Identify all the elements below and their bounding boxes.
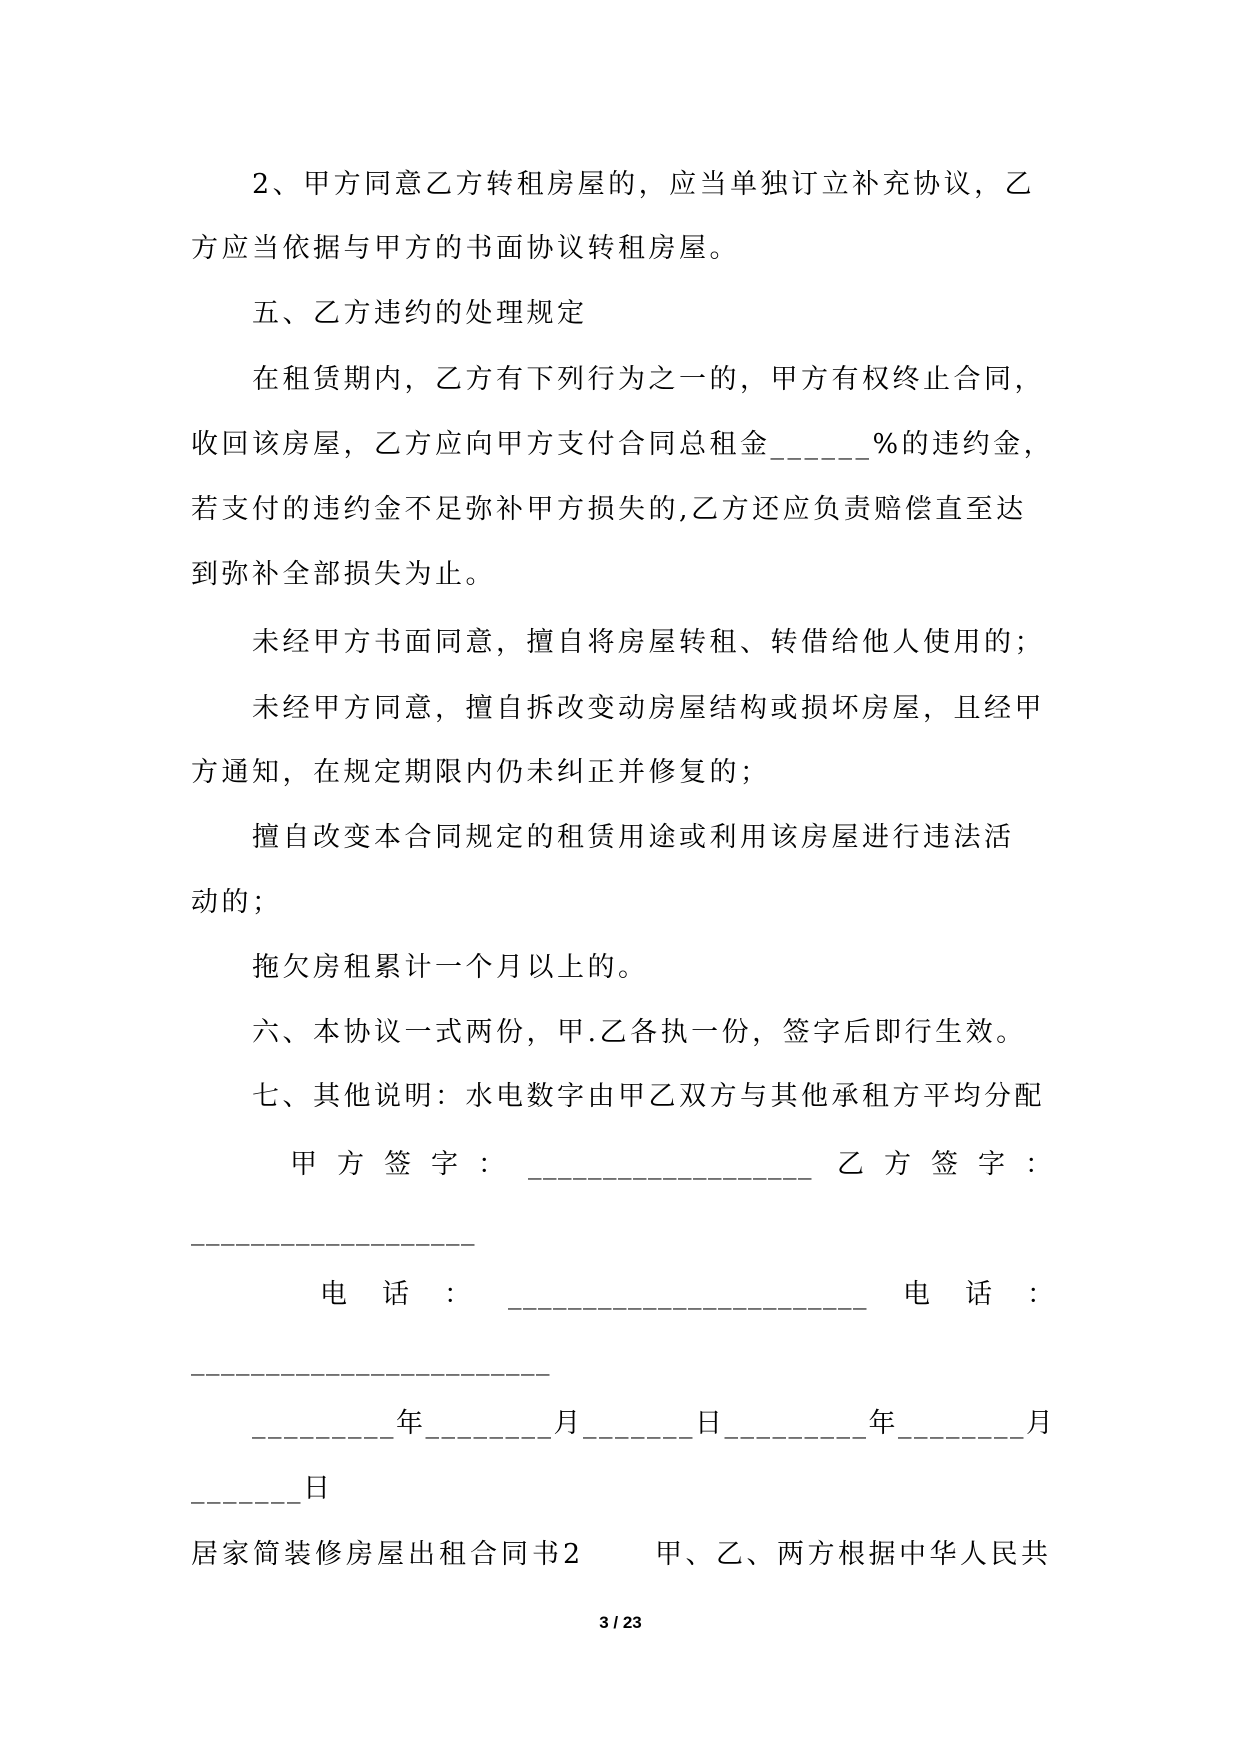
party-a-signature-label: 甲方签字：	[290, 1149, 525, 1180]
page-number: 3 / 23	[599, 1613, 642, 1632]
breach-item-2-line-1: 未经甲方同意，擅自拆改变动房屋结构或损坏房屋，且经甲	[252, 693, 1045, 724]
next-contract-intro: 甲、乙、两方根据中华人民共	[655, 1539, 1052, 1570]
clause-4-2-line-2: 方应当依据与甲方的书面协议转租房屋。	[191, 233, 740, 264]
section-5-intro-line-3: 若支付的违约金不足弥补甲方损失的,乙方还应负责赔偿直至达	[191, 494, 1027, 525]
party-a-phone-label: 电话：	[320, 1279, 506, 1310]
section-5-intro-line-2: 收回该房屋，乙方应向甲方支付合同总租金______%的违约金，	[191, 429, 1055, 460]
party-a-phone-blank: ________________________	[508, 1279, 868, 1310]
party-b-signature-label: 乙方签字：	[837, 1149, 1072, 1180]
party-b-phone-label: 电话：	[903, 1279, 1089, 1310]
breach-item-4: 拖欠房租累计一个月以上的。	[252, 952, 649, 983]
section-5-intro-line-4: 到弥补全部损失为止。	[191, 559, 496, 590]
breach-item-3-line-2: 动的；	[191, 887, 283, 918]
party-a-signature-blank: ___________________	[528, 1149, 813, 1180]
date-line-2: _______日	[191, 1473, 333, 1504]
section-7: 七、其他说明：水电数字由甲乙双方与其他承租方平均分配	[252, 1081, 1045, 1112]
breach-item-3-line-1: 擅自改变本合同规定的租赁用途或利用该房屋进行违法活	[252, 822, 1015, 853]
section-6: 六、本协议一式两份，甲.乙各执一份，签字后即行生效。	[252, 1017, 1027, 1048]
party-b-phone-blank: ________________________	[191, 1345, 551, 1376]
next-contract-title: 居家简装修房屋出租合同书2	[191, 1539, 585, 1570]
section-5-intro-line-1: 在租赁期内，乙方有下列行为之一的，甲方有权终止合同，	[252, 364, 1045, 395]
section-5-heading: 五、乙方违约的处理规定	[252, 298, 588, 329]
date-line-1: _________年________月_______日_________年________月	[252, 1408, 1056, 1439]
breach-item-2-line-2: 方通知，在规定期限内仍未纠正并修复的；	[191, 757, 771, 788]
party-b-signature-blank: ___________________	[191, 1215, 476, 1246]
clause-4-2-line-1: 2、甲方同意乙方转租房屋的，应当单独订立补充协议，乙	[252, 169, 1036, 200]
breach-item-1: 未经甲方书面同意，擅自将房屋转租、转借给他人使用的；	[252, 627, 1045, 658]
